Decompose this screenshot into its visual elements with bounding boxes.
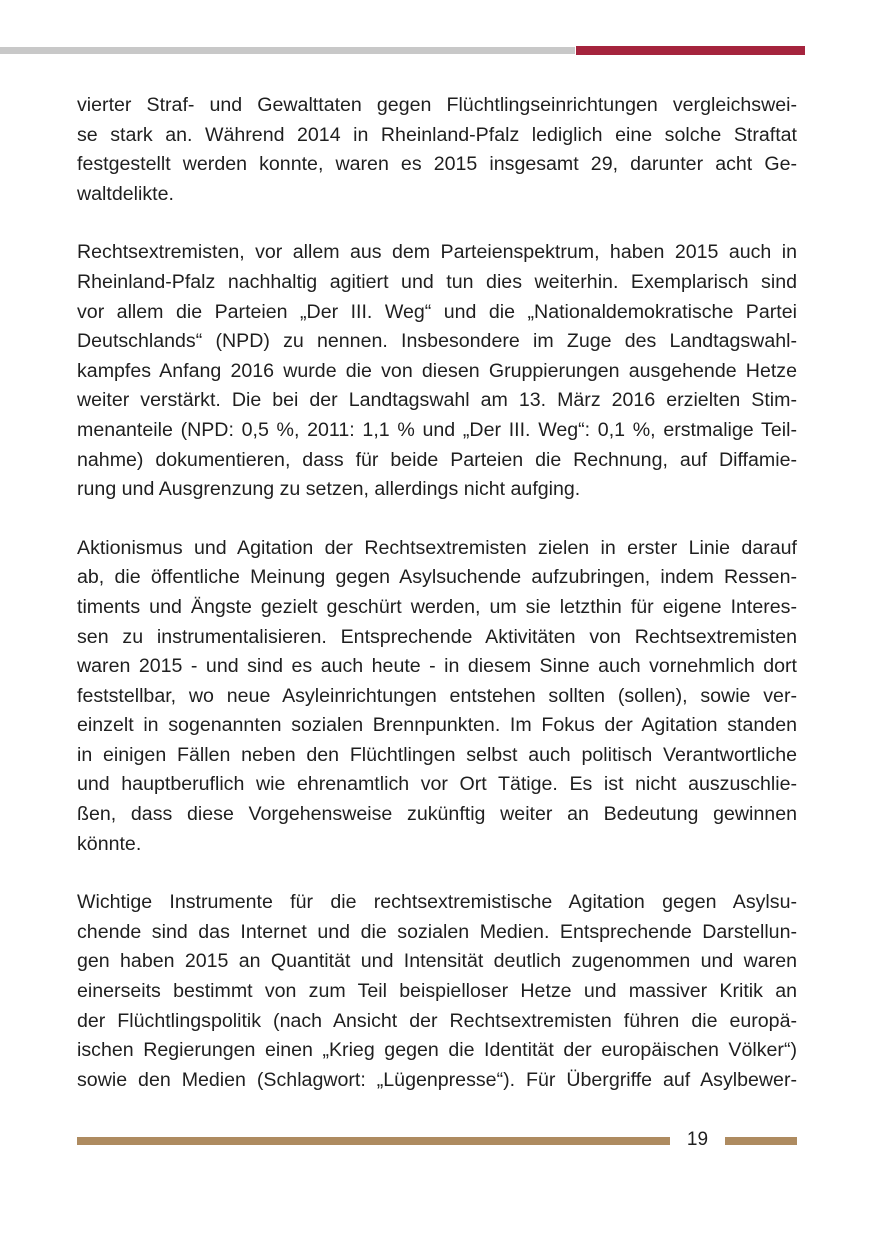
- text-line: feststellbar, wo neue Asyleinrichtungen entstehen sollten (sollen), sowie ver-: [77, 684, 797, 707]
- text-line: Aktionismus und Agitation der Rechtsextremisten zielen in erster Linie darauf: [77, 536, 797, 559]
- text-line: weiter verstärkt. Die bei der Landtagswahl am 13. März 2016 erzielten Stim-: [77, 389, 797, 412]
- body-text: [77, 91, 797, 1124]
- paragraph-4: [77, 888, 797, 1095]
- text-line: waltdelikte.: [77, 182, 174, 205]
- header-rule-accent: [576, 46, 805, 55]
- text-line: ab, die öffentliche Meinung gegen Asylsuchende aufzubringen, indem Ressen-: [77, 566, 797, 589]
- text-line: Wichtige Instrumente für die rechtsextremistische Agitation gegen Asylsu-: [77, 891, 797, 914]
- text-line: chende sind das Internet und die sozialen Medien. Entsprechende Darstellun-: [77, 920, 797, 943]
- text-line: Rheinland-Pfalz nachhaltig agitiert und tun dies weiterhin. Exemplarisch sind: [77, 270, 797, 293]
- text-line: Deutschlands“ (NPD) zu nennen. Insbesondere im Zuge des Landtagswahl-: [77, 330, 797, 353]
- text-line: einzelt in sogenannten sozialen Brennpunkten. Im Fokus der Agitation standen: [77, 714, 797, 737]
- text-line: rung und Ausgrenzung zu setzen, allerdings nicht aufging.: [77, 478, 581, 501]
- header-rule-gray: [0, 47, 575, 54]
- footer-rule-left: [77, 1137, 670, 1145]
- text-line: waren 2015 - und sind es auch heute - in diesem Sinne auch vornehmlich dort: [77, 655, 797, 678]
- text-line: vierter Straf- und Gewalttaten gegen Flüchtlingseinrichtungen vergleichswei-: [77, 94, 797, 116]
- text-line: se stark an. Während 2014 in Rheinland-Pfalz lediglich eine solche Straftat: [77, 123, 797, 146]
- text-line: timents und Ängste gezielt geschürt werden, um sie letzthin für eigene Interes-: [77, 595, 797, 618]
- text-line: sowie den Medien (Schlagwort: „Lügenpresse“). Für Übergriffe auf Asylbewer-: [77, 1068, 797, 1091]
- footer-rule-right: [725, 1137, 797, 1145]
- text-line: menanteile (NPD: 0,5 %, 2011: 1,1 % und „Der III. Weg“: 0,1 %, erstmalige Teil-: [77, 418, 797, 441]
- paragraph-3: [77, 534, 797, 860]
- text-line: der Flüchtlingspolitik (nach Ansicht der Rechtsextremisten führen die europä-: [77, 1009, 797, 1032]
- page-number: 19: [686, 1129, 709, 1150]
- text-line: und hauptberuflich wie ehrenamtlich vor Ort Tätige. Es ist nicht auszuschlie-: [77, 773, 797, 796]
- text-line: Rechtsextremisten, vor allem aus dem Parteienspektrum, haben 2015 auch in: [77, 241, 797, 264]
- text-line: sen zu instrumentalisieren. Entsprechende Aktivitäten von Rechtsextremisten: [77, 625, 797, 648]
- text-line: gen haben 2015 an Quantität und Intensität deutlich zugenommen und waren: [77, 950, 797, 973]
- paragraph-1: [77, 91, 797, 209]
- text-line: könnte.: [77, 832, 142, 855]
- text-line: vor allem die Parteien „Der III. Weg“ und die „Nationaldemokratische Partei: [77, 300, 797, 323]
- text-line: nahme) dokumentieren, dass für beide Parteien die Rechnung, auf Diffamie-: [77, 448, 797, 471]
- text-line: in einigen Fällen neben den Flüchtlingen selbst auch politisch Verantwortliche: [77, 743, 797, 766]
- text-line: festgestellt werden konnte, waren es 2015 insgesamt 29, darunter acht Ge-: [77, 153, 797, 176]
- text-line: kampfes Anfang 2016 wurde die von diesen Gruppierungen ausgehende Hetze: [77, 359, 797, 382]
- paragraph-2: [77, 238, 797, 504]
- text-line: ischen Regierungen einen „Krieg gegen die Identität der europäischen Völker“): [77, 1039, 797, 1062]
- text-line: ßen, dass diese Vorgehensweise zukünftig weiter an Bedeutung gewinnen: [77, 803, 797, 826]
- text-line: einerseits bestimmt von zum Teil beispielloser Hetze und massiver Kritik an: [77, 980, 797, 1003]
